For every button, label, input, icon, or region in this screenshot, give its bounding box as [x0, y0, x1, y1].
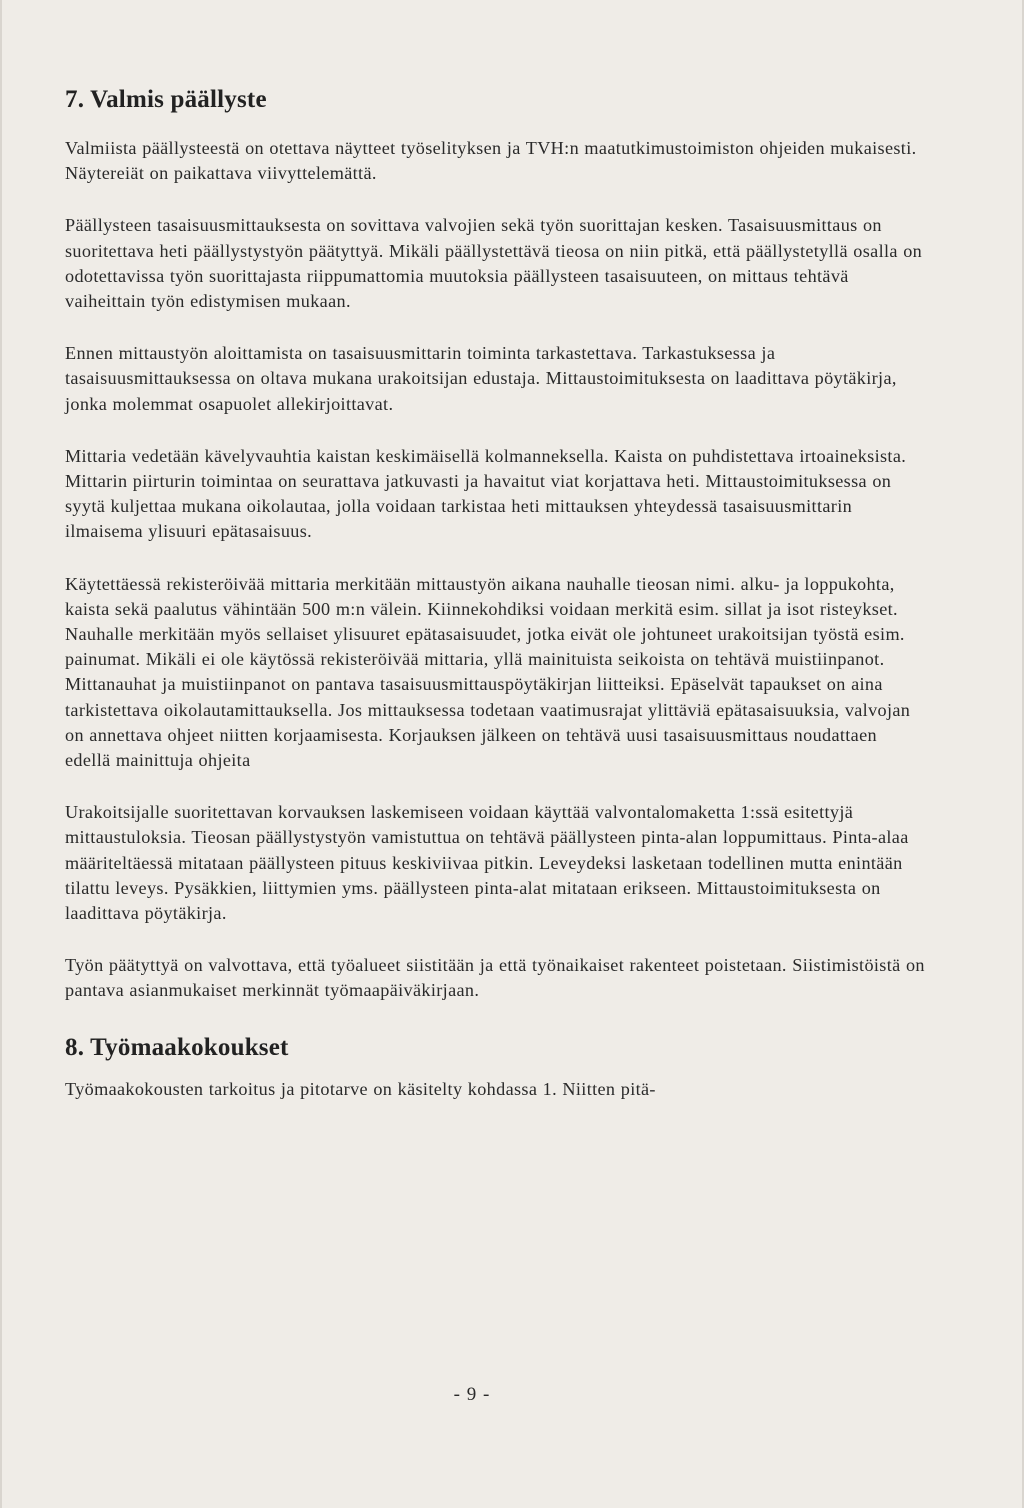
paragraph-evenness-agreement: Päällysteen tasaisuusmittauksesta on sovittava valvojien sekä työn suorittajan kesken. Tasaisuusmittaus on suoritettava heti päällystystyön päätyttyä. Mikäli päällystettävä tieosa on niin pitkä, että päällystetyllä osalla on odotettavissa työn suorittajasta riippumattomia muutoksia päällysteen tasaisuuteen, on mittaus tehtävä vaiheittain työn edistymisen mukaan. [65, 215, 923, 312]
page-content [65, 86, 925, 1102]
paragraph-meter-usage: Mittaria vedetään kävelyvauhtia kaistan keskimäisellä kolmanneksella. Kaista on puhdistettava irtoaineksista. Mittarin piirturin toimintaa on seurattava jatkuvasti ja havaitut viat korjattava heti. Mittaustoimituksessa on syytä kuljettaa mukana oikolautaa, jolla voidaan tarkistaa heti mittauksen yhteydessä tasaisuusmittarin ilmaisema ylisuuri epätasaisuus. [65, 445, 907, 542]
page-number: - 9 - [453, 1384, 491, 1405]
paragraph-cleanup: Työn päätyttyä on valvottava, että työalueet siistitään ja että työnaikaiset rakenteet poistetaan. Siistimistöistä on pantava asianmukaiset merkinnät työmaapäiväkirjaan. [65, 955, 925, 1001]
section-8-heading: 8. Työmaakokoukset [65, 1033, 289, 1061]
paragraph-site-meetings: Työmaakokousten tarkoitus ja pitotarve on käsitelty kohdassa 1. Niitten pitä- [65, 1078, 656, 1099]
section-7-heading: 7. Valmis päällyste [65, 86, 267, 113]
paragraph-compensation: Urakoitsijalle suoritettavan korvauksen laskemiseen voidaan käyttää valvontalomaketta 1:ssä esitettyjä mittaustuloksia. Tieosan päällystystyön vamistuttua on tehtävä päällysteen pinta-alan loppumittaus. Pinta-alaa määriteltäessä mitataan päällysteen pituus keskiviivaa pitkin. Leveydeksi lasketaan todellinen mutta enintään tilattu leveys. Pysäkkien, liittymien yms. päällysteen pinta-alat mitataan erikseen. Mittaustoimituksesta on laadittava pöytäkirja. [65, 802, 909, 924]
paragraph-recording-meter: Käytettäessä rekisteröivää mittaria merkitään mittaustyön aikana nauhalle tieosan nimi. alku- ja loppukohta, kaista sekä paalutus vähintään 500 m:n välein. Kiinnekohdiksi voidaan merkitä esim. sillat ja isot risteykset. Nauhalle merkitään myös sellaiset ylisuuret epätasaisuudet, jotka eivät ole johtuneet urakoitsijan työstä esim. painumat. Mikäli ei ole käytössä rekisteröivää mittaria, yllä mainituista seikoista on tehtävä muistiinpanot. Mittanauhat ja muistiinpanot on pantava tasaisuusmittauspöytäkirjan liitteiksi. Epäselvät tapaukset on aina tarkistettava oikolautamittauksella. Jos mittauksessa todetaan vaatimusrajat ylittäviä epätasaisuuksia, valvojan on annettava ohjeet niitten korjaamisesta. Korjauksen jälkeen on tehtävä uusi tasaisuusmittaus noudattaen edellä mainittuja ohjeita [65, 573, 911, 771]
paragraph-meter-check: Ennen mittaustyön aloittamista on tasaisuusmittarin toiminta tarkastettava. Tarkastuksessa ja tasaisuusmittauksessa on oltava mukana urakoitsijan edustaja. Mittaustoimituksesta on laadittava pöytäkirja, jonka molemmat osapuolet allekirjoittavat. [65, 343, 897, 414]
paragraph-samples: Valmiista päällysteestä on otettava näytteet työselityksen ja TVH:n maatutkimustoimiston ohjeiden mukaisesti. Näytereiät on paikattava viivyttelemättä. [65, 138, 917, 184]
